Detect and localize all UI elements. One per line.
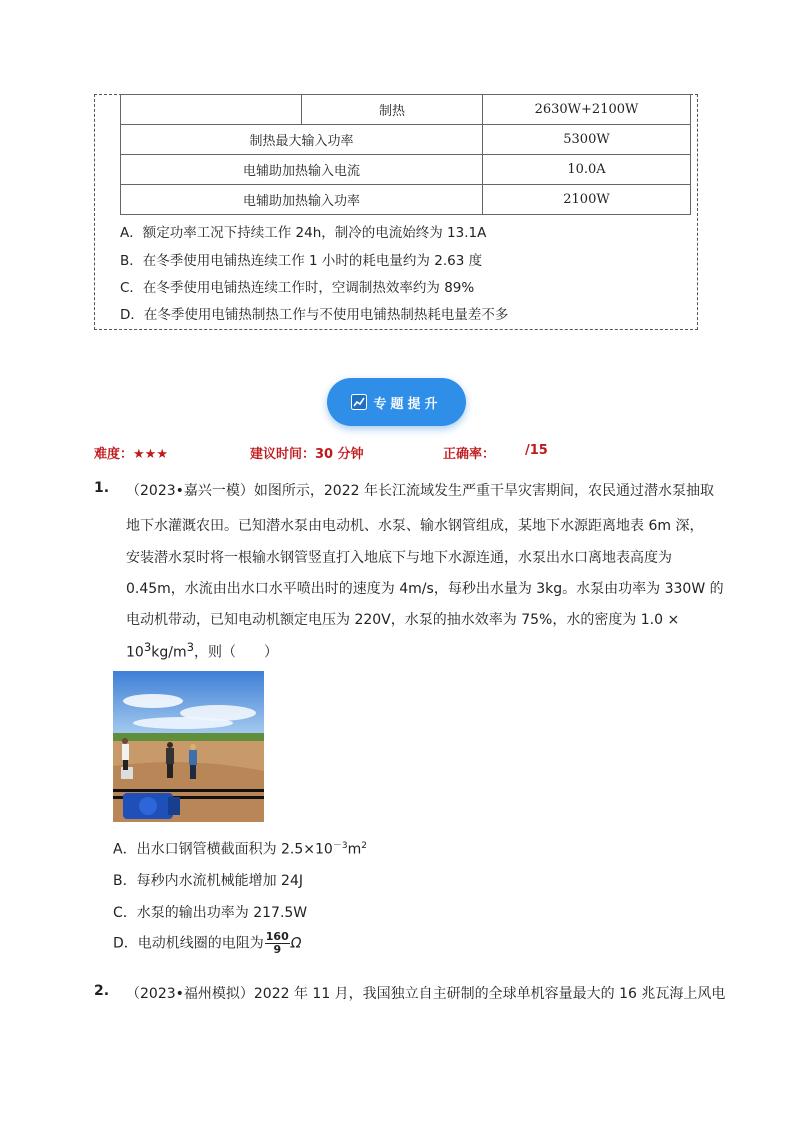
table-cell-value: 2630W+2100W — [483, 95, 691, 125]
accuracy-label: 正确率： — [443, 447, 496, 462]
question-text-line: 0.45m，水流由出水口水平喷出时的速度为 4m/s，每秒出水量为 3kg。水泵由功率为 330W 的 — [126, 581, 724, 597]
question-text-line: 安装潜水泵时将一根输水钢管竖直打入地底下与地下水源连通，水泵出水口离地表高度为 — [126, 550, 672, 566]
fraction — [265, 931, 290, 956]
fraction-denominator: 9 — [273, 943, 282, 956]
table-cell-label: 制热最大输入功率 — [121, 125, 483, 155]
question-number: 1. — [94, 480, 110, 496]
option-d[interactable] — [113, 931, 301, 956]
option-a[interactable] — [113, 838, 367, 859]
question-text-line: （2023•福州模拟）2022 年 11 月，我国独立自主研制的全球单机容量最大的 16 兆瓦海上风电 — [126, 986, 726, 1002]
table-row — [121, 185, 691, 215]
table-cell-label: 制热 — [302, 95, 483, 125]
question-text-line — [126, 640, 278, 662]
option-b[interactable]: B．每秒内水流机械能增加 24J — [113, 873, 303, 889]
question-text-line: （2023•嘉兴一模）如图所示，2022 年长江流域发生严重干旱灾害期间，农民通过潜水泵抽取 — [126, 483, 714, 499]
option-c[interactable]: C．水泵的输出功率为 217.5W — [113, 905, 308, 921]
table-cell-label: 电辅助加热输入电流 — [121, 155, 483, 185]
option-a-unit-exp: 2 — [361, 841, 367, 851]
section-banner — [327, 378, 466, 426]
table-row — [121, 125, 691, 155]
option-c[interactable]: C．在冬季使用电铺热连续工作时，空调制热效率约为 89% — [120, 280, 475, 296]
option-b[interactable]: B．在冬季使用电铺热连续工作 1 小时的耗电量约为 2.63 度 — [120, 253, 483, 269]
option-a-unit: m — [347, 841, 362, 858]
table-cell-value: 10.0A — [483, 155, 691, 185]
question-tail: ，则（ ） — [194, 644, 279, 661]
table-row — [121, 95, 691, 125]
difficulty-label: 难度： — [94, 447, 134, 462]
field-pump-photo — [113, 671, 264, 822]
chart-line-icon — [351, 394, 367, 410]
table-cell-value: 5300W — [483, 125, 691, 155]
question-text-line: 地下水灌溉农田。已知潜水泵由电动机、水泵、输水钢管组成，某地下水源距离地表 6m 深， — [126, 518, 704, 534]
table-empty-cell — [121, 95, 302, 125]
option-d[interactable]: D．在冬季使用电铺热制热工作与不使用电铺热制热耗电量差不多 — [120, 307, 509, 323]
density-unit-exp: 3 — [186, 640, 195, 654]
ohm-symbol: Ω — [290, 935, 302, 952]
option-a-exp: －3 — [332, 841, 348, 851]
option-d-text: D．电动机线圈的电阻为 — [113, 935, 264, 952]
table-row — [121, 155, 691, 185]
option-a[interactable]: A．额定功率工况下持续工作 24h，制冷的电流始终为 13.1A — [120, 225, 487, 241]
suggested-time: 建议时间：30 分钟 — [250, 447, 364, 462]
density-exp-base: 10 — [126, 644, 144, 661]
banner-title: 专题提升 — [373, 396, 442, 412]
table-cell-label: 电辅助加热输入功率 — [121, 185, 483, 215]
difficulty — [94, 443, 168, 462]
accuracy-value: /15 — [525, 443, 548, 458]
question-number: 2. — [94, 983, 110, 999]
fraction-numerator: 160 — [265, 930, 289, 943]
density-unit: kg/m — [151, 644, 187, 661]
option-a-text: A．出水口钢管横截面积为 2.5×10 — [113, 841, 333, 858]
table-cell-value: 2100W — [483, 185, 691, 215]
difficulty-stars: ★★★ — [133, 447, 168, 462]
question-text-line: 电动机带动，已知电动机额定电压为 220V，水泵的抽水效率为 75%，水的密度为 1.0 × — [126, 612, 680, 628]
density-exp: 3 — [143, 640, 152, 654]
spec-table — [120, 94, 691, 215]
